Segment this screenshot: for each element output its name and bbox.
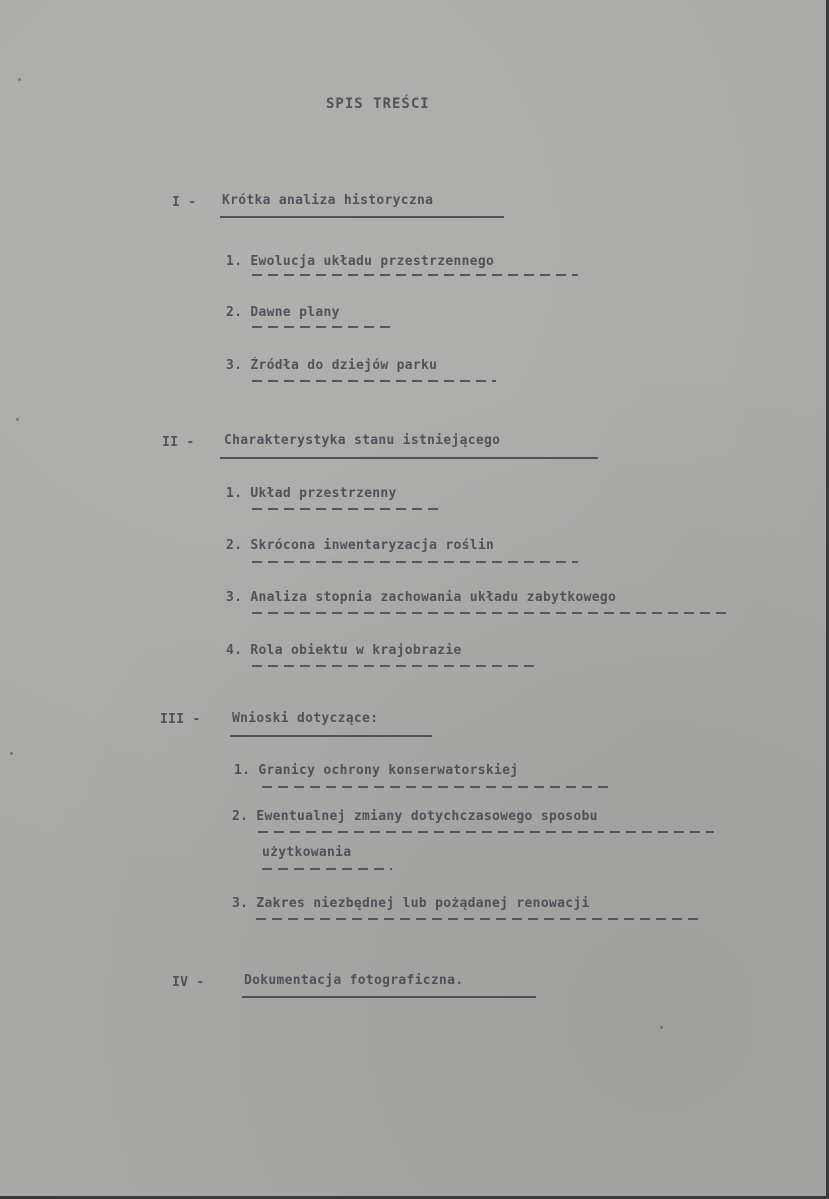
section-1-heading: Krótka analiza historyczna <box>222 193 434 208</box>
section-3-underline <box>230 735 432 737</box>
toc-item-3-2-continuation: użytkowania <box>262 845 352 860</box>
section-2-heading: Charakterystyka stanu istniejącego <box>224 433 501 448</box>
section-3-heading: Wnioski dotyczące: <box>232 711 379 726</box>
section-2-numeral: II - <box>162 435 195 450</box>
toc-item-3-2-continuation-underline <box>262 868 392 870</box>
section-4-underline <box>242 996 536 998</box>
toc-item-2-4-underline <box>252 665 538 667</box>
section-2-underline <box>220 457 598 459</box>
toc-item-2-2-underline <box>252 561 578 563</box>
toc-item-1-2-underline <box>252 326 390 328</box>
toc-item-3-2: 2. Ewentualnej zmiany dotychczasowego sposobu <box>232 809 598 824</box>
toc-item-2-3: 3. Analiza stopnia zachowania układu zabytkowego <box>226 590 617 605</box>
paper-speck <box>18 78 21 81</box>
page-title: SPIS TREŚCI <box>326 96 430 112</box>
section-4-heading: Dokumentacja fotograficzna. <box>244 973 464 988</box>
toc-item-3-1-underline <box>262 786 612 788</box>
toc-item-1-3: 3. Źródła do dziejów parku <box>226 358 438 373</box>
toc-item-2-1: 1. Układ przestrzenny <box>226 486 397 501</box>
section-3-numeral: III - <box>160 712 201 727</box>
section-4-numeral: IV - <box>172 975 205 990</box>
paper-speck <box>16 418 19 421</box>
toc-item-1-2: 2. Dawne plany <box>226 305 340 320</box>
toc-item-3-2-underline <box>258 831 714 833</box>
paper-speck <box>660 1026 663 1029</box>
section-1-numeral: I - <box>172 195 197 210</box>
toc-item-3-1: 1. Granicy ochrony konserwatorskiej <box>234 763 519 778</box>
toc-item-1-3-underline <box>252 380 496 382</box>
toc-item-1-1: 1. Ewolucja układu przestrzennego <box>226 254 495 269</box>
toc-item-2-3-underline <box>252 612 726 614</box>
section-1-underline <box>220 216 504 218</box>
toc-item-3-3-underline <box>256 918 702 920</box>
toc-item-2-1-underline <box>252 508 442 510</box>
toc-item-2-4: 4. Rola obiektu w krajobrazie <box>226 643 462 658</box>
toc-item-1-1-underline <box>252 274 578 276</box>
paper-speck <box>10 752 13 755</box>
toc-item-3-3: 3. Zakres niezbędnej lub pożądanej renowacji <box>232 896 590 911</box>
toc-item-2-2: 2. Skrócona inwentaryzacja roślin <box>226 538 495 553</box>
